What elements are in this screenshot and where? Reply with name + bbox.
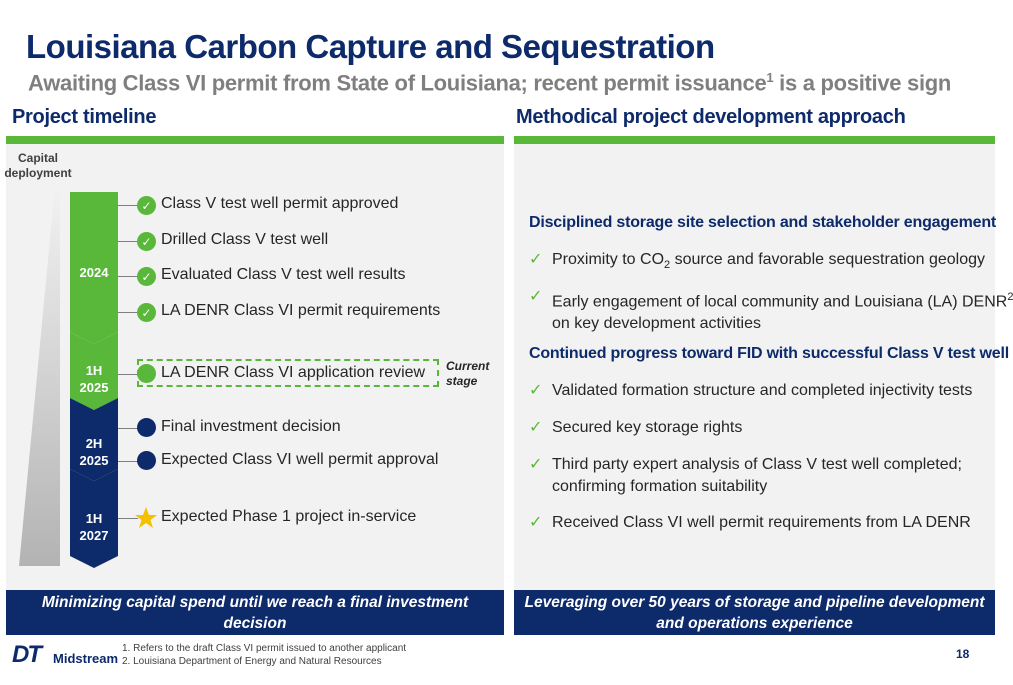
page-title: Louisiana Carbon Capture and Sequestration: [26, 28, 715, 65]
check-circle-icon: ✓: [137, 267, 156, 286]
connector: [118, 276, 138, 277]
left-heading-rule: [6, 136, 504, 144]
checkmark-icon: ✓: [529, 288, 543, 305]
capital-label-line2: deployment: [4, 166, 72, 180]
check-circle-icon: ✓: [137, 232, 156, 251]
timeline-item: Final investment decision: [161, 418, 341, 435]
checkmark-icon: ✓: [529, 456, 543, 473]
capital-deployment-label: [4, 151, 72, 181]
logo-dt-mark: DT: [12, 641, 40, 668]
navy-circle-icon: [137, 451, 156, 470]
page-subtitle: [28, 70, 951, 96]
footnote-1: 1. Refers to the draft Class VI permit issued to another applicant: [122, 643, 407, 654]
timeline-item: Drilled Class V test well: [161, 231, 329, 248]
left-bottom-bar: Minimizing capital spend until we reach a final investment decision: [6, 590, 504, 635]
bullet-received-permit: Received Class VI well permit requirements from LA DENR: [552, 514, 971, 531]
green-circle-icon: [137, 364, 156, 383]
connector: [118, 428, 138, 429]
connector: [118, 241, 138, 242]
connector: [118, 374, 138, 375]
page-number: 18: [956, 647, 970, 661]
connector: [118, 312, 138, 313]
right-section-heading: Methodical project development approach: [516, 106, 906, 128]
current-stage-label: Current stage: [446, 359, 490, 388]
subtitle-text: Awaiting Class VI permit from State of Louisiana; recent permit issuance: [28, 70, 767, 96]
period-label-1h2027: 1H 2027: [79, 511, 109, 543]
capital-deployment-wedge: [16, 186, 62, 566]
bullet-proximity: Proximity to $CO_2$ source and favorable sequestration geology: [552, 251, 986, 272]
star-icon: [134, 506, 158, 530]
checkmark-icon: ✓: [529, 251, 543, 268]
period-label-2h2025: 2H 2025: [79, 436, 109, 468]
check-circle-icon: ✓: [137, 303, 156, 322]
section-title-site-selection: Disciplined storage site selection and stakeholder engagement: [529, 214, 997, 231]
logo-company-name: Midstream: [53, 651, 119, 666]
footnote-2: 2. Louisiana Department of Energy and Natural Resources: [122, 656, 382, 667]
timeline-item-current: LA DENR Class VI application review: [161, 364, 426, 381]
capital-label-line1: Capital: [17, 151, 58, 165]
period-label-2024: 2024: [79, 265, 109, 280]
timeline-item: Evaluated Class V test well results: [161, 266, 406, 283]
section-title-fid-progress: Continued progress toward FID with successful Class V test well: [529, 345, 1009, 362]
navy-circle-icon: [137, 418, 156, 437]
timeline-item: Class V test well permit approved: [161, 195, 399, 212]
timeline-item: Expected Phase 1 project in-service: [161, 508, 417, 525]
checkmark-icon: ✓: [529, 382, 543, 399]
bullet-validated: Validated formation structure and completed injectivity tests: [552, 382, 973, 399]
bullet-expert-analysis: Third party expert analysis of Class V test well completed; confirming formation suitability: [552, 456, 962, 495]
left-section-heading: Project timeline: [12, 106, 157, 128]
checkmark-icon: ✓: [529, 514, 543, 531]
timeline-item: Expected Class VI well permit approval: [161, 451, 439, 468]
bullet-storage-rights: Secured key storage rights: [552, 419, 743, 436]
subtitle-tail: is a positive sign: [773, 70, 952, 96]
check-circle-icon: ✓: [137, 196, 156, 215]
checkmark-icon: ✓: [529, 419, 543, 436]
connector: [118, 461, 138, 462]
subtitle-footnote-ref: 1: [766, 70, 774, 85]
connector: [118, 205, 138, 206]
timeline-item: LA DENR Class VI permit requirements: [161, 302, 441, 319]
bullet-early-engagement: Early engagement of local community and Louisiana (LA) DENR$^2$ on key development activities: [552, 291, 1013, 333]
right-heading-rule: [514, 136, 995, 144]
right-bottom-bar: Leveraging over 50 years of storage and pipeline development and operations experience: [514, 590, 995, 635]
period-label-1h2025: 1H 2025: [79, 363, 109, 395]
